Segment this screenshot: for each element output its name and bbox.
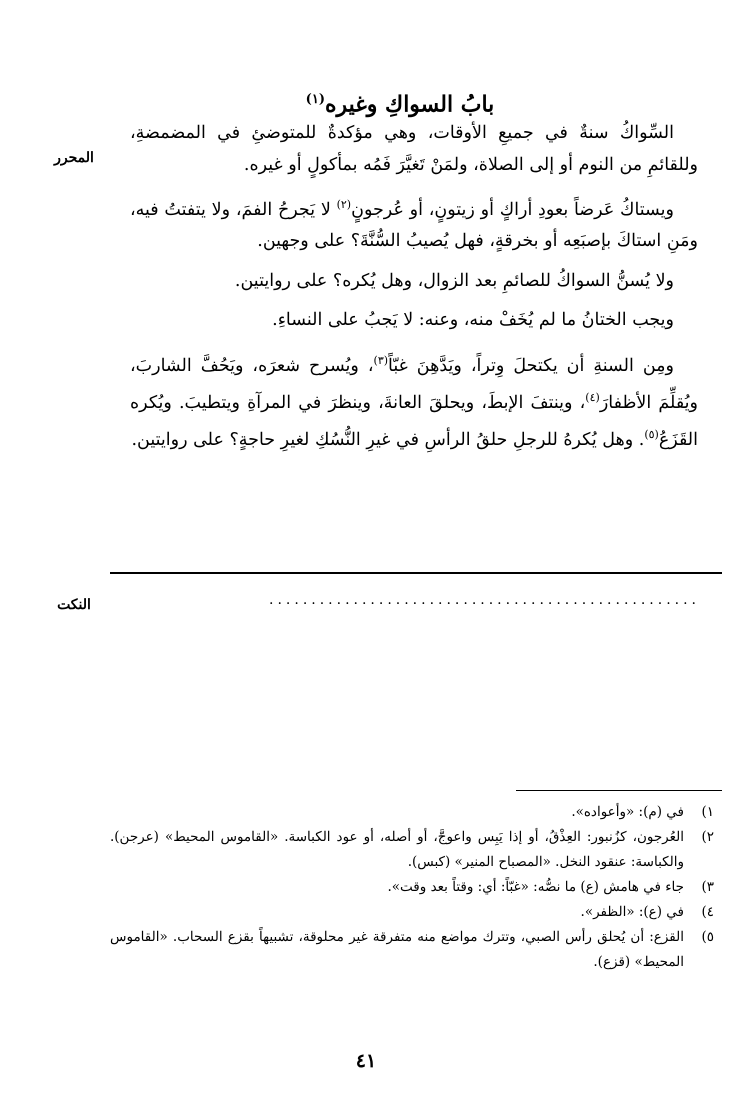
- nukat-dotted-line: ...................................................: [269, 592, 700, 608]
- paragraph-5-text-a: ومِن السنةِ أن يكتحلَ وِتراً، ويَدَّهِنَ غبّاً: [388, 355, 674, 376]
- footnote-number: ٣): [701, 879, 714, 895]
- footnote-number: ٤): [701, 904, 714, 920]
- chapter-title: [200, 82, 600, 122]
- paragraph-5-text-d: . وهل يُكرهُ للرجلِ حلقُ الرأسِ في غيرِ النُّسُكِ لغيرِ حاجةٍ؟ على روايتين.: [131, 430, 645, 451]
- footnote-ref-2: (٢): [336, 198, 352, 211]
- chapter-title-text: بابُ السواكِ وغيره: [324, 91, 495, 118]
- footnote-text: العُرجون، كزُنبور: العِذْقُ، أو إذا يَبِس واعوجَّ، أو أصله، أو عود الكباسة. «القاموس المحيط» (عرجن). والكباسة: عنقود النخل. «المصباح المنير» (كبس).: [110, 829, 684, 870]
- footnote-ref-3: (٣): [373, 353, 389, 367]
- footnote-text: في (م): «وأعواده».: [571, 804, 684, 820]
- footnote-ref-5: (٥): [644, 428, 659, 442]
- paragraph-3-text: ولا يُسنُّ السواكُ للصائمِ بعد الزوال، وهل يُكره؟ على روايتين.: [234, 270, 674, 291]
- footnote-number: ٢): [701, 829, 714, 845]
- paragraph-1-text: السِّواكُ سنةٌ في جميعِ الأوقات، وهي مؤكدةٌ للمتوضئِ في المضمضةِ، وللقائمِ من النوم أو إلى الصلاة، ولمَنْ تَغيَّرَ فَمُه بمأكولٍ أو غيره.: [130, 123, 698, 175]
- paragraph-4-text: ويجب الختانُ ما لم يُخَفْ منه، وعنه: لا يَجبُ على النساءِ.: [272, 310, 674, 331]
- paragraph-2: [130, 189, 698, 258]
- footnote-item: [110, 800, 714, 825]
- footnote-divider: [516, 790, 722, 791]
- paragraph-2-text-b: لا يَجرحُ الفمَ، ولا يتفتتُ فيه، ومَنِ استاكَ بإصبَعِه أو بخرقةٍ، فهل يُصيبُ السُّنَّةَ؟ على وجهين.: [130, 199, 698, 252]
- paragraph-1: [130, 118, 698, 181]
- main-text: [130, 118, 698, 465]
- paragraph-5: [130, 345, 698, 457]
- side-label-nukat: النكت: [57, 597, 91, 613]
- page-number: ٤١: [355, 1050, 377, 1072]
- footnote-number: ١): [701, 804, 714, 820]
- side-label-muharrar: المحرر: [54, 150, 94, 166]
- paragraph-3: [130, 266, 698, 298]
- footnote-number: ٥): [701, 929, 714, 945]
- paragraph-5-text-c: ، وينتفَ الإبطَ، ويحلقَ العانةَ، وينظرَ في المرآةِ ويتطيبَ. ويُكره القَزَعُ: [130, 392, 698, 451]
- paragraph-2-text-a: ويستاكُ عَرضاً بعودِ أراكٍ أو زيتونٍ، أو عُرجونٍ: [351, 199, 674, 220]
- paragraph-5-text-b: ، ويُسرح شعرَه، ويَحُفَّ الشاربَ، ويُقلِّمَ الأظفارَ: [130, 355, 698, 413]
- footnotes: [110, 800, 714, 975]
- footnote-ref-4: (٤): [585, 391, 600, 405]
- footnote-text: القزع: أن يُحلق رأس الصبي، وتترك مواضع منه متفرقة غير محلوقة، تشبيهاً بقزع السحاب. «القاموس المحيط» (قزع).: [110, 929, 684, 970]
- footnote-item: [110, 875, 714, 900]
- footnote-item: [110, 925, 714, 975]
- chapter-title-note-ref: (١): [305, 92, 325, 107]
- footnote-item: [110, 825, 714, 875]
- footnote-text: في (ع): «الظفر».: [580, 904, 684, 920]
- footnote-item: [110, 900, 714, 925]
- section-divider: [110, 572, 722, 574]
- paragraph-4: [130, 305, 698, 337]
- footnote-text: جاء في هامش (ع) ما نصُّه: «غبّاً: أي: وقتاً بعد وقت».: [387, 879, 684, 895]
